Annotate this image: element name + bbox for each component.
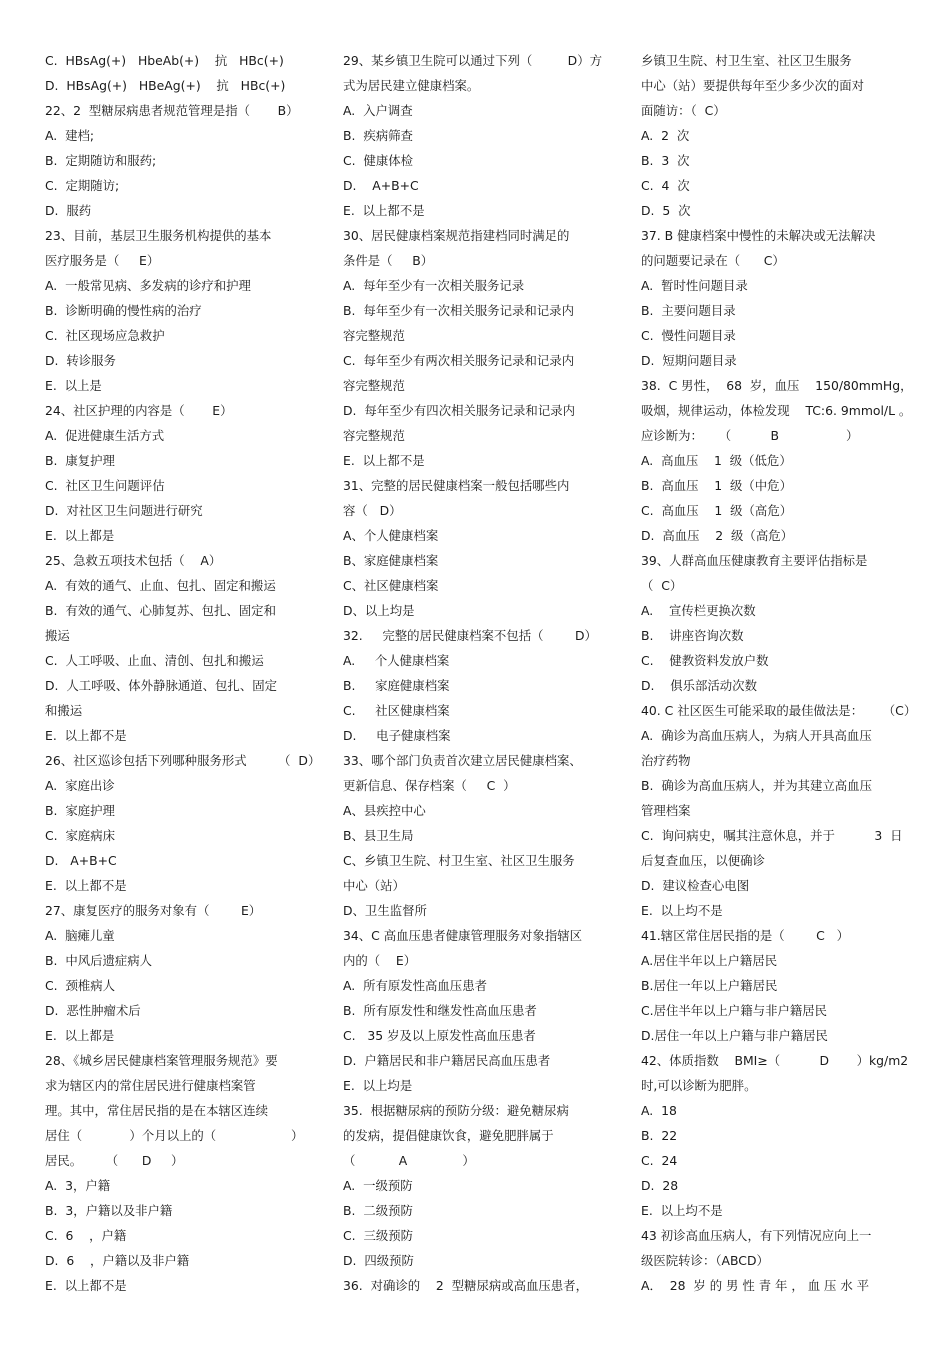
text-line: 居住（ ）个月以上的（ ） <box>45 1128 304 1143</box>
text-line: A. 一般常见病、多发病的诊疗和护理 <box>45 278 251 293</box>
text-line: C. 三级预防 <box>343 1228 414 1243</box>
text-line: 应诊断为： （ B ） <box>641 428 859 443</box>
text-line: 和搬运 <box>45 703 83 718</box>
text-line: 37. B 健康档案中慢性的未解决或无法解决 <box>641 228 876 243</box>
text-line: 容完整规范 <box>343 428 405 443</box>
text-line: D. 6 ，户籍以及非户籍 <box>45 1253 190 1268</box>
text-line: A. 建档; <box>45 128 95 143</box>
text-line: 28、《城乡居民健康档案管理服务规范》要 <box>45 1053 278 1068</box>
column-right <box>641 48 917 1298</box>
text-line: C. 24 <box>641 1153 678 1168</box>
text-line: D、卫生监督所 <box>343 903 427 918</box>
text-line: B. 二级预防 <box>343 1203 413 1218</box>
text-line: 的发病，提倡健康饮食，避免肥胖属于 <box>343 1128 554 1143</box>
text-line: D. 短期问题目录 <box>641 353 737 368</box>
text-line: C. 每年至少有两次相关服务记录和记录内 <box>343 353 575 368</box>
text-line: 23、目前，基层卫生服务机构提供的基本 <box>45 228 272 243</box>
text-line: E. 以上都是 <box>45 1028 115 1043</box>
text-line: D. HBsAg(+) HBeAg(+) 抗 HBc(+) <box>45 78 286 93</box>
text-line: D. 恶性肿瘤术后 <box>45 1003 141 1018</box>
text-line: A. 促进健康生活方式 <box>45 428 165 443</box>
text-line: B. 3，户籍以及非户籍 <box>45 1203 173 1218</box>
text-line: 容完整规范 <box>343 328 405 343</box>
text-line: D. 电子健康档案 <box>343 728 451 743</box>
text-line: A. 所有原发性高血压患者 <box>343 978 487 993</box>
text-line: B. 22 <box>641 1128 678 1143</box>
text-line: 容（ D） <box>343 503 402 518</box>
text-line: B. 每年至少有一次相关服务记录和记录内 <box>343 303 574 318</box>
text-line: A.居住半年以上户籍居民 <box>641 953 778 968</box>
text-line: 更新信息、保存档案（ C ） <box>343 778 516 793</box>
text-line: D. 建议检查心电图 <box>641 878 750 893</box>
column-left <box>45 48 321 1298</box>
text-line: D.居住一年以上户籍与非户籍居民 <box>641 1028 828 1043</box>
text-line: C. 慢性问题目录 <box>641 328 736 343</box>
text-line: 24、社区护理的内容是（ E） <box>45 403 233 418</box>
text-line: 容完整规范 <box>343 378 405 393</box>
text-line: 搬运 <box>45 628 70 643</box>
text-line: D、以上均是 <box>343 603 415 618</box>
text-line: C. 家庭病床 <box>45 828 116 843</box>
text-line: A. 2 次 <box>641 128 690 143</box>
text-line: A、个人健康档案 <box>343 528 439 543</box>
text-line: 级医院转诊：（ABCD） <box>641 1253 769 1268</box>
text-line: 43 初诊高血压病人，有下列情况应向上一 <box>641 1228 872 1243</box>
text-line: B. 讲座咨询次数 <box>641 628 744 643</box>
text-line: E. 以上都是 <box>45 528 115 543</box>
text-line: C、社区健康档案 <box>343 578 439 593</box>
text-line: A. 个人健康档案 <box>343 653 450 668</box>
text-line: C. 社区现场应急救护 <box>45 328 165 343</box>
text-line: 管理档案 <box>641 803 691 818</box>
text-line: A. 有效的通气、止血、包扎、固定和搬运 <box>45 578 276 593</box>
text-line: 面随访：（ C） <box>641 103 726 118</box>
text-line: E. 以上都不是 <box>343 453 425 468</box>
text-line: E. 以上均不是 <box>641 903 723 918</box>
text-line: B、家庭健康档案 <box>343 553 439 568</box>
text-line: 22、2 型糖尿病患者规范管理是指（ B） <box>45 103 299 118</box>
text-line: 理。其中，常住居民指的是在本辖区连续 <box>45 1103 269 1118</box>
text-line: D. 28 <box>641 1178 679 1193</box>
text-line: A. 暂时性问题目录 <box>641 278 748 293</box>
column-middle <box>343 48 611 1298</box>
text-line: 35. 根据糖尿病的预防分级：避免糖尿病 <box>343 1103 569 1118</box>
text-line: C. HBsAg(+) HbeAb(+) 抗 HBc(+) <box>45 53 284 68</box>
text-line: B. 高血压 1 级（中危） <box>641 478 792 493</box>
text-line: D. 俱乐部活动次数 <box>641 678 757 693</box>
text-line: 41.辖区常住居民指的是（ C ） <box>641 928 849 943</box>
text-line: B. 所有原发性和继发性高血压患者 <box>343 1003 537 1018</box>
text-line: （ C） <box>641 578 683 593</box>
text-line: C. 定期随访; <box>45 178 120 193</box>
text-line: D. A+B+C <box>45 853 117 868</box>
text-line: A. 确诊为高血压病人，为病人开具高血压 <box>641 728 872 743</box>
text-line: 42、体质指数 BMI≥（ D ）kg/m2 <box>641 1053 909 1068</box>
text-line: C. 健康体检 <box>343 153 414 168</box>
text-line: A. 家庭出诊 <box>45 778 115 793</box>
text-line: C. 健教资料发放户数 <box>641 653 769 668</box>
text-line: 后复查血压，以便确诊 <box>641 853 765 868</box>
text-line: E. 以上都不是 <box>45 1278 127 1293</box>
text-line: 31、完整的居民健康档案一般包括哪些内 <box>343 478 570 493</box>
text-line: 30、居民健康档案规范指建档同时满足的 <box>343 228 570 243</box>
text-line: B. 诊断明确的慢性病的治疗 <box>45 303 202 318</box>
text-line: B. 康复护理 <box>45 453 115 468</box>
text-line: C. 高血压 1 级（高危） <box>641 503 793 518</box>
text-line: （ A ） <box>343 1153 475 1168</box>
text-line: C. 35 岁及以上原发性高血压患者 <box>343 1028 536 1043</box>
text-line: 34、C 高血压患者健康管理服务对象指辖区 <box>343 928 582 943</box>
text-line: 式为居民建立健康档案。 <box>343 78 480 93</box>
text-line: 33、哪个部门负责首次建立居民健康档案、 <box>343 753 582 768</box>
text-line: E. 以上都不是 <box>343 203 425 218</box>
text-line: E. 以上均是 <box>343 1078 413 1093</box>
text-line: C、乡镇卫生院、村卫生室、社区卫生服务 <box>343 853 575 868</box>
text-line: 39、人群高血压健康教育主要评估指标是 <box>641 553 868 568</box>
text-line: D. A+B+C <box>343 178 419 193</box>
text-line: B.居住一年以上户籍居民 <box>641 978 778 993</box>
text-line: D. 户籍居民和非户籍居民高血压患者 <box>343 1053 551 1068</box>
text-line: 医疗服务是（ E） <box>45 253 160 268</box>
text-line: C. 6 ，户籍 <box>45 1228 127 1243</box>
text-line: 中心（站）要提供每年至少多少次的面对 <box>641 78 865 93</box>
text-line: B、县卫生局 <box>343 828 414 843</box>
text-line: 的问题要记录在（ C） <box>641 253 785 268</box>
text-line: C. 询问病史，嘱其注意休息，并于 3 日 <box>641 828 903 843</box>
text-line: 26、社区巡诊包括下列哪种服务形式 （ D） <box>45 753 321 768</box>
text-line: B. 有效的通气、心肺复苏、包扎、固定和 <box>45 603 276 618</box>
text-line: C. 社区卫生问题评估 <box>45 478 165 493</box>
text-line: 求为辖区内的常住居民进行健康档案管 <box>45 1078 256 1093</box>
text-line: E. 以上均不是 <box>641 1203 723 1218</box>
text-line: 内的（ E） <box>343 953 417 968</box>
text-line: A. 一级预防 <box>343 1178 413 1193</box>
text-line: A. 18 <box>641 1103 677 1118</box>
text-line: 时,可以诊断为肥胖。 <box>641 1078 757 1093</box>
text-line: D. 每年至少有四次相关服务记录和记录内 <box>343 403 575 418</box>
text-line: D. 5 次 <box>641 203 691 218</box>
text-line: D. 服药 <box>45 203 92 218</box>
text-line: B. 主要问题目录 <box>641 303 736 318</box>
text-line: E. 以上都不是 <box>45 728 127 743</box>
text-line: D. 对社区卫生问题进行研究 <box>45 503 203 518</box>
text-line: 36. 对确诊的 2 型糖尿病或高血压患者， <box>343 1278 588 1293</box>
text-line: 乡镇卫生院、村卫生室、社区卫生服务 <box>641 53 852 68</box>
text-line: 居民。 （ D ） <box>45 1153 184 1168</box>
text-line: 条件是（ B） <box>343 253 434 268</box>
text-line: A. 高血压 1 级（低危） <box>641 453 792 468</box>
text-line: C.居住半年以上户籍与非户籍居民 <box>641 1003 828 1018</box>
text-line: B. 确诊为高血压病人，并为其建立高血压 <box>641 778 872 793</box>
text-line: A. 3，户籍 <box>45 1178 111 1193</box>
text-line: B. 3 次 <box>641 153 690 168</box>
text-line: C. 社区健康档案 <box>343 703 450 718</box>
text-line: A. 入户调查 <box>343 103 413 118</box>
text-line: 治疗药物 <box>641 753 691 768</box>
text-line: 40. C 社区医生可能采取的最佳做法是： （C） <box>641 703 917 718</box>
text-line: A、县疾控中心 <box>343 803 426 818</box>
text-line: B. 疾病筛查 <box>343 128 413 143</box>
text-line: B. 家庭健康档案 <box>343 678 450 693</box>
text-line: 29、某乡镇卫生院可以通过下列（ D）方 <box>343 53 603 68</box>
text-line: B. 定期随访和服药; <box>45 153 157 168</box>
text-line: C. 人工呼吸、止血、清创、包扎和搬运 <box>45 653 264 668</box>
text-line: 吸烟，规律运动，体检发现 TC:6. 9mmol/L 。 <box>641 403 912 418</box>
text-line: D. 高血压 2 级（高危） <box>641 528 793 543</box>
text-line: A. 每年至少有一次相关服务记录 <box>343 278 525 293</box>
text-line: C. 颈椎病人 <box>45 978 116 993</box>
text-line: C. 4 次 <box>641 178 690 193</box>
text-line: D. 人工呼吸、体外静脉通道、包扎、固定 <box>45 678 277 693</box>
text-line: A． 28 岁 的 男 性 青 年 ， 血 压 水 平 <box>641 1278 870 1293</box>
text-line: B. 家庭护理 <box>45 803 115 818</box>
text-line: D. 四级预防 <box>343 1253 414 1268</box>
text-line: E. 以上是 <box>45 378 102 393</box>
text-line: 38. C 男性， 68 岁，血压 150/80mmHg， <box>641 378 913 393</box>
text-line: A. 脑瘫儿童 <box>45 928 115 943</box>
text-line: 25、急救五项技术包括（ A） <box>45 553 222 568</box>
text-line: 32. 完整的居民健康档案不包括（ D） <box>343 628 597 643</box>
text-line: A. 宣传栏更换次数 <box>641 603 756 618</box>
text-line: E. 以上都不是 <box>45 878 127 893</box>
text-line: B. 中风后遗症病人 <box>45 953 153 968</box>
text-line: D. 转诊服务 <box>45 353 116 368</box>
text-line: 中心（站） <box>343 878 405 893</box>
text-line: 27、康复医疗的服务对象有（ E） <box>45 903 262 918</box>
